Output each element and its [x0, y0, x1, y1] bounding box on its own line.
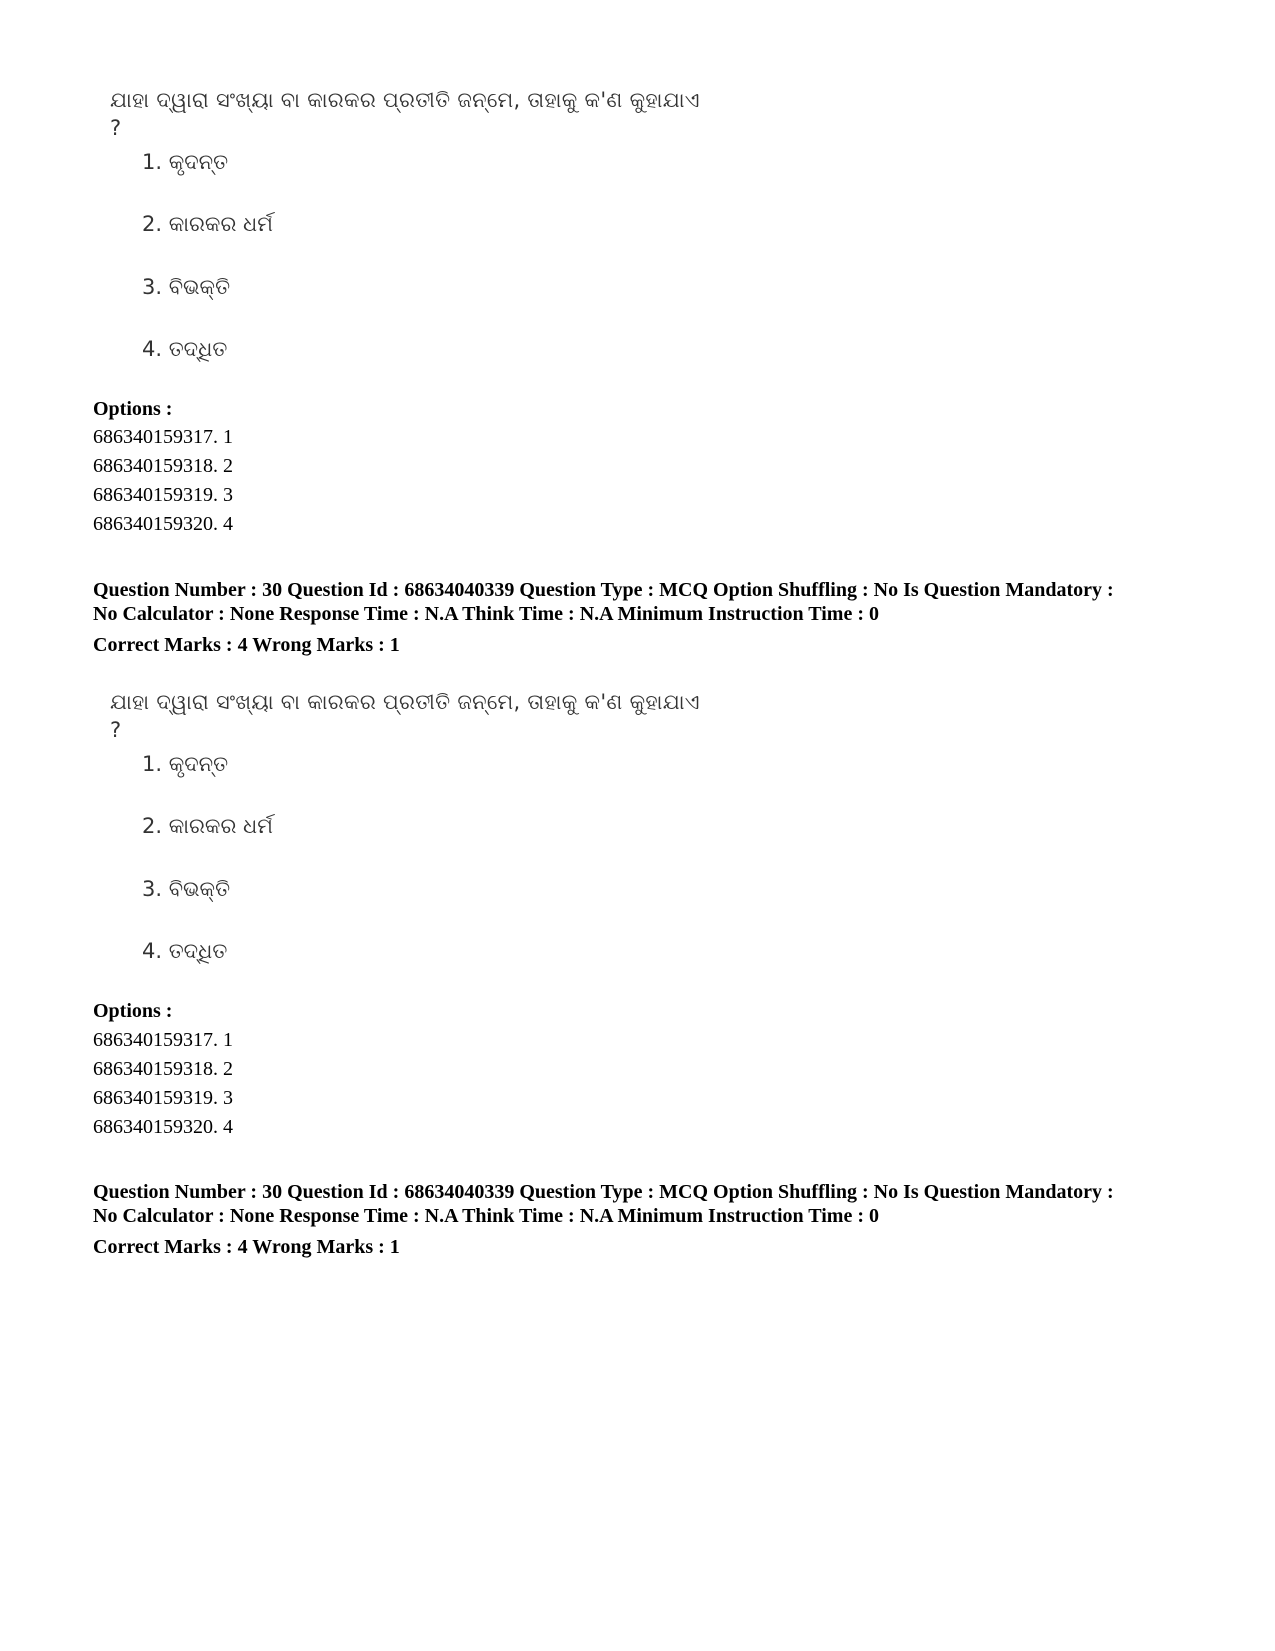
- option-3: 686340159319. 3: [93, 484, 233, 506]
- choice-4: 4. ତଦ୍ଧିତ: [142, 939, 228, 963]
- choice-3: 3. ବିଭକ୍ତି: [142, 877, 231, 901]
- question-meta: [93, 1180, 1213, 1228]
- meta-line-2: No Calculator : None Response Time : N.A Think Time : N.A Minimum Instruction Time : 0: [93, 603, 879, 625]
- marks-line: Correct Marks : 4 Wrong Marks : 1: [93, 1236, 400, 1258]
- marks-line: Correct Marks : 4 Wrong Marks : 1: [93, 634, 400, 656]
- choice-4: 4. ତଦ୍ଧିତ: [142, 337, 228, 361]
- question-text: ଯାହା ଦ୍ୱାରା ସଂଖ୍ୟା ବା କାରକର ପ୍ରତୀତି ଜନ୍ମେ, ତାହାକୁ କ'ଣ କୁହାଯାଏ ?: [110, 690, 700, 742]
- options-title: Options :: [93, 398, 173, 420]
- choice-3: 3. ବିଭକ୍ତି: [142, 275, 231, 299]
- choice-1: 1. କୃଦନ୍ତ: [142, 752, 229, 776]
- meta-line-1: Question Number : 30 Question Id : 68634040339 Question Type : MCQ Option Shuffling : No Is Question Mandatory :: [93, 579, 1114, 601]
- option-2: 686340159318. 2: [93, 455, 233, 477]
- option-4: 686340159320. 4: [93, 513, 233, 535]
- choice-2: 2. କାରକର ଧର୍ମ: [142, 814, 273, 838]
- option-3: 686340159319. 3: [93, 1087, 233, 1109]
- question-text: ଯାହା ଦ୍ୱାରା ସଂଖ୍ୟା ବା କାରକର ପ୍ରତୀତି ଜନ୍ମେ, ତାହାକୁ କ'ଣ କୁହାଯାଏ ?: [110, 88, 700, 140]
- question-image-2: [110, 688, 710, 978]
- meta-line-2: No Calculator : None Response Time : N.A Think Time : N.A Minimum Instruction Time : 0: [93, 1205, 879, 1227]
- question-meta: [93, 578, 1213, 626]
- meta-line-1: Question Number : 30 Question Id : 68634040339 Question Type : MCQ Option Shuffling : No Is Question Mandatory :: [93, 1181, 1114, 1203]
- option-4: 686340159320. 4: [93, 1116, 233, 1138]
- option-1: 686340159317. 1: [93, 1029, 233, 1051]
- options-title: Options :: [93, 1000, 173, 1022]
- question-image-1: [110, 86, 710, 376]
- option-2: 686340159318. 2: [93, 1058, 233, 1080]
- choice-1: 1. କୃଦନ୍ତ: [142, 150, 229, 174]
- option-1: 686340159317. 1: [93, 426, 233, 448]
- choice-2: 2. କାରକର ଧର୍ମ: [142, 212, 273, 236]
